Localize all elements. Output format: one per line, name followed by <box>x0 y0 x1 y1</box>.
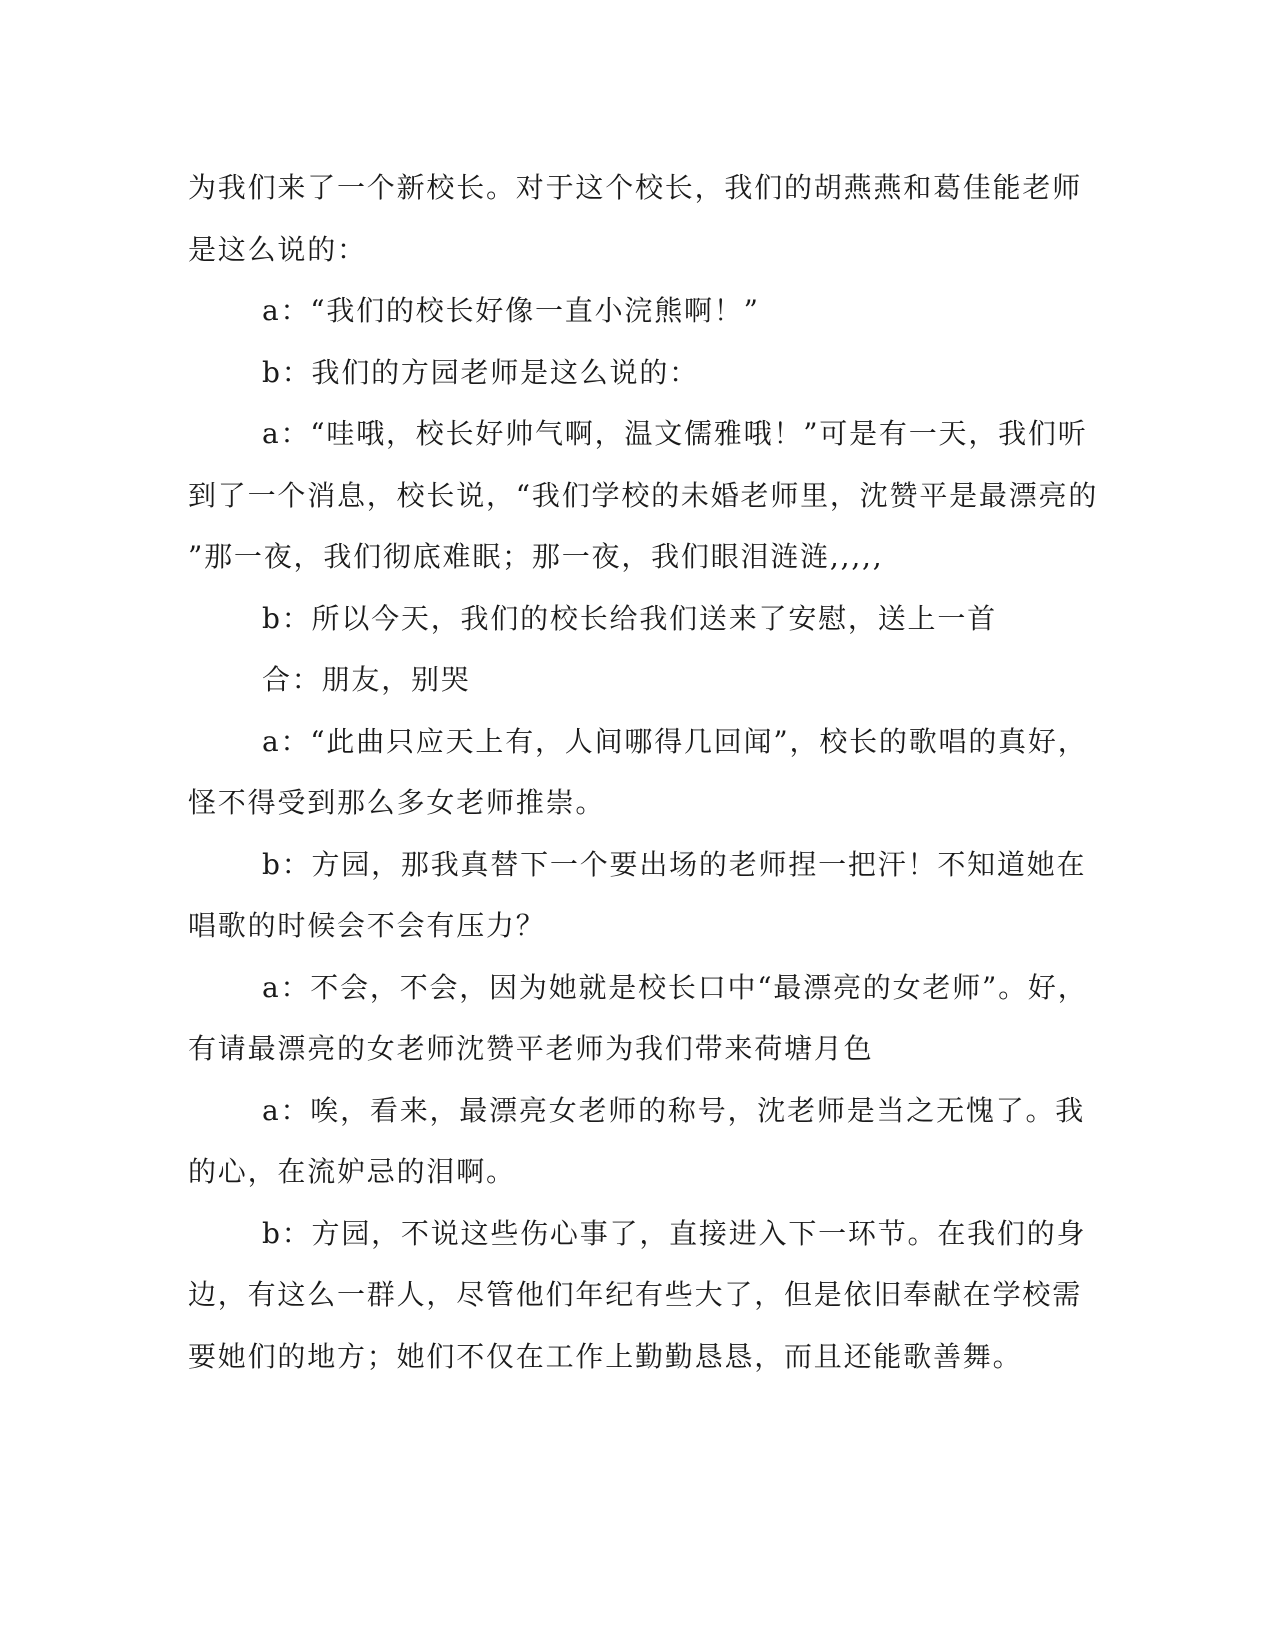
text-line: b：方园，不说这些伤心事了，直接进入下一环节。在我们的身 <box>262 1216 1087 1250</box>
text-line: 为我们来了一个新校长。对于这个校长，我们的胡燕燕和葛佳能老师 <box>188 171 1083 204</box>
text-line: 边，有这么一群人，尽管他们年纪有些大了，但是依旧奉献在学校需 <box>188 1278 1083 1311</box>
text-line: 合：朋友，别哭 <box>262 663 471 696</box>
text-line: 的心，在流妒忌的泪啊。 <box>188 1155 516 1188</box>
text-line: 怪不得受到那么多女老师推崇。 <box>188 786 606 819</box>
text-line: b：我们的方园老师是这么说的： <box>262 355 699 389</box>
text-line: b：方园，那我真替下一个要出场的老师捏一把汗！不知道她在 <box>262 847 1087 881</box>
text-line: a：“哇哦，校长好帅气啊，温文儒雅哦！”可是有一天，我们听 <box>262 417 1088 450</box>
text-line: 有请最漂亮的女老师沈赞平老师为我们带来荷塘月色 <box>188 1032 874 1065</box>
text-line: a：不会，不会，因为她就是校长口中“最漂亮的女老师”。好， <box>262 970 1088 1004</box>
text-line: 唱歌的时候会不会有压力？ <box>188 909 546 942</box>
text-line: ”那一夜，我们彻底难眠；那一夜，我们眼泪涟涟,,,,, <box>188 540 884 573</box>
document-body <box>188 157 1099 1387</box>
text-line: 到了一个消息，校长说，“我们学校的未婚老师里，沈赞平是最漂亮的 <box>188 478 1099 512</box>
text-line: 要她们的地方；她们不仅在工作上勤勤恳恳，而且还能歌善舞。 <box>188 1339 1023 1373</box>
text-line: a：唉，看来，最漂亮女老师的称号，沈老师是当之无愧了。我 <box>262 1093 1086 1127</box>
text-line: a：“我们的校长好像一直小浣熊啊！” <box>262 294 760 327</box>
text-line: a：“此曲只应天上有，人间哪得几回闻”，校长的歌唱的真好， <box>262 724 1088 758</box>
text-line: b：所以今天，我们的校长给我们送来了安慰，送上一首 <box>262 601 997 635</box>
text-line: 是这么说的： <box>188 232 367 266</box>
